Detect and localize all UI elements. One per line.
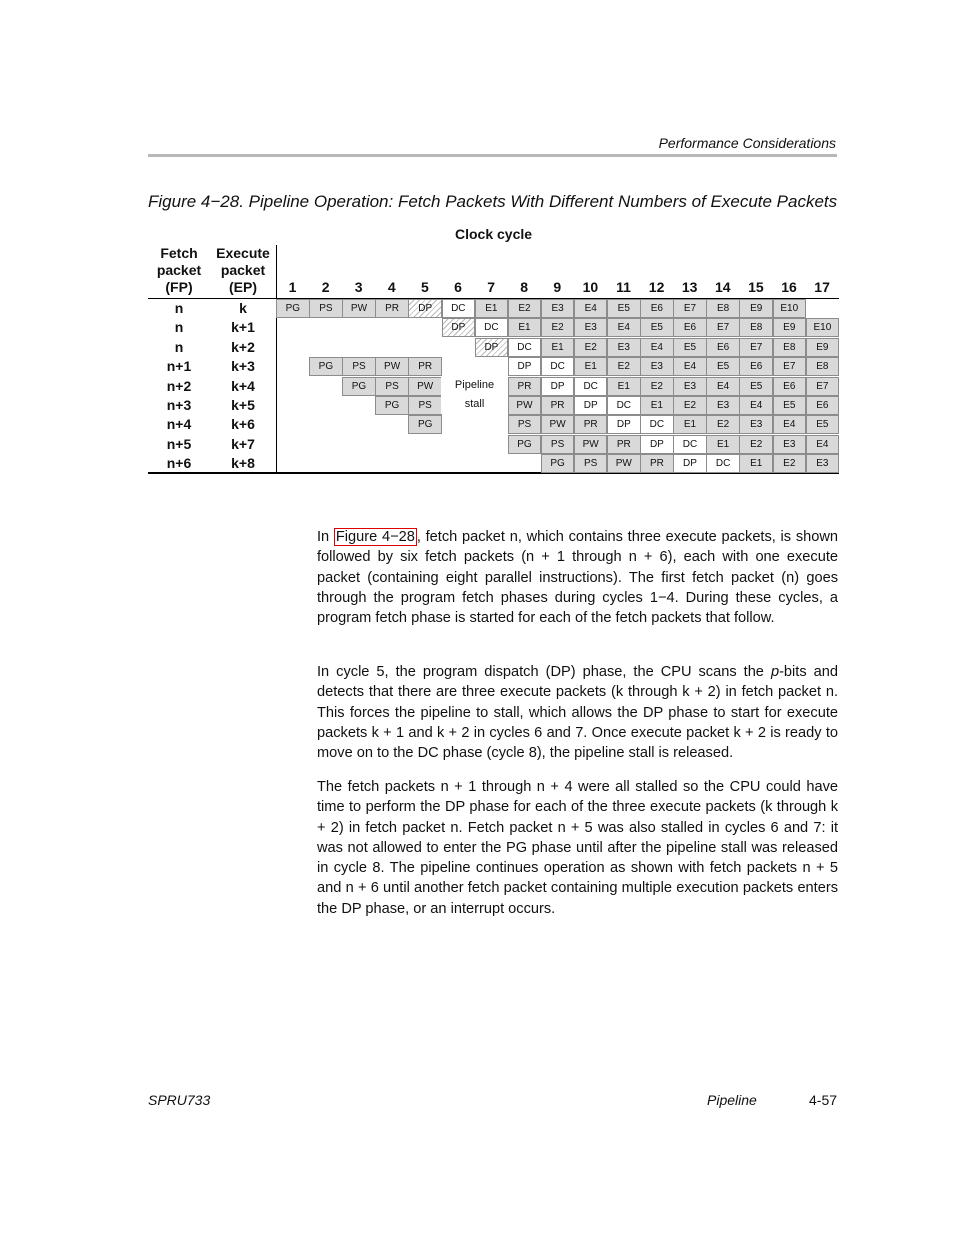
phase-cell: E1 (541, 338, 575, 357)
cycle-number: 4 (387, 279, 396, 295)
phase-cell: PG (276, 299, 310, 318)
phase-cell: E5 (607, 299, 641, 318)
fp-header-line: Fetch (160, 245, 198, 261)
phase-cell: E4 (739, 396, 773, 415)
phase-cell: DP (508, 357, 542, 376)
phase-cell: E3 (673, 377, 707, 396)
fp-label: n+5 (166, 435, 192, 452)
phase-cell: E8 (773, 338, 807, 357)
ep-label: k+5 (231, 397, 255, 413)
phase-cell: DP (475, 338, 509, 357)
phase-cell: DC (508, 338, 542, 357)
figure-title: Figure 4−28. Pipeline Operation: Fetch Packets With Different Numbers of Execute Packets (148, 192, 838, 211)
phase-cell: E4 (706, 377, 740, 396)
phase-cell: E5 (673, 338, 707, 357)
phase-cell: DP (574, 396, 608, 415)
cycle-number: 16 (781, 279, 797, 295)
phase-cell: E5 (739, 377, 773, 396)
phase-cell: PS (574, 454, 608, 473)
cycle-number: 6 (454, 279, 462, 295)
phase-cell: E1 (640, 396, 674, 415)
cycle-number: 1 (288, 279, 297, 295)
phase-cell: E5 (806, 415, 840, 434)
phase-cell: E1 (508, 318, 542, 337)
phase-cell: E2 (640, 377, 674, 396)
phase-cell: PS (408, 396, 442, 415)
fp-label: n+1 (166, 358, 192, 375)
phase-cell: E4 (773, 415, 807, 434)
phase-cell: PG (375, 396, 409, 415)
phase-cell: PR (375, 299, 409, 318)
ep-column-header (212, 245, 274, 296)
cycle-number: 8 (520, 279, 529, 295)
paragraph-1 (317, 527, 838, 628)
phase-cell: PG (342, 377, 376, 396)
phase-cell: E1 (739, 454, 773, 473)
ep-header-line: packet (220, 262, 266, 278)
paragraph-2 (317, 662, 838, 763)
phase-cell: E7 (706, 318, 740, 337)
phase-cell: E2 (773, 454, 807, 473)
phase-cell: E7 (773, 357, 807, 376)
phase-cell: E2 (607, 357, 641, 376)
phase-cell: PW (375, 357, 409, 376)
ep-header-line: Execute (216, 245, 270, 261)
ep-label: k+8 (231, 455, 255, 472)
phase-cell: E10 (773, 299, 807, 318)
cycle-number: 14 (715, 279, 731, 295)
phase-cell: E1 (607, 377, 641, 396)
ep-header-line: (EP) (229, 279, 257, 295)
cycle-number: 5 (420, 279, 429, 295)
phase-cell: E3 (541, 299, 575, 318)
phase-cell: PW (408, 377, 442, 396)
fp-label: n+6 (166, 455, 192, 472)
phase-cell: E6 (640, 299, 674, 318)
phase-cell: DP (607, 415, 641, 434)
footer-doc-id: SPRU733 (148, 1092, 211, 1108)
phase-cell: DP (541, 377, 575, 396)
phase-cell: E4 (640, 338, 674, 357)
phase-cell: PR (607, 435, 641, 454)
phase-cell: E8 (706, 299, 740, 318)
figure-link[interactable]: Figure 4−28 (335, 529, 415, 545)
phase-cell: PR (408, 357, 442, 376)
phase-cell: E2 (574, 338, 608, 357)
phase-cell: PG (309, 357, 343, 376)
phase-cell: PR (640, 454, 674, 473)
phase-cell: DC (442, 299, 476, 318)
clock-cycle-label: Clock cycle (455, 226, 533, 242)
phase-cell: PR (508, 377, 542, 396)
phase-cell: PS (342, 357, 376, 376)
phase-cell: E8 (806, 357, 840, 376)
phase-cell: PS (508, 415, 542, 434)
cycle-number: 10 (582, 279, 599, 295)
phase-cell: PG (541, 454, 575, 473)
phase-cell: E9 (773, 318, 807, 337)
fp-label: n (174, 319, 184, 336)
phase-cell: DC (574, 377, 608, 396)
phase-cell: DP (442, 318, 476, 337)
phase-cell: E4 (673, 357, 707, 376)
p1-post: , fetch packet n, which contains three execute packets, is shown followed by six fetch packets (n + 1 through n + 6), each with one execute packet (containing eight parallel instructions). The first fetch packet (n) goes through the program fetch phases during cycles 1−4. During these cycles, a program fetch phase is started for each of the fetch packets that follow. (317, 529, 838, 627)
cycle-number: 7 (487, 279, 495, 295)
running-head: Performance Considerations (658, 135, 836, 151)
fp-header-line: packet (156, 262, 202, 278)
cycle-number: 11 (616, 279, 631, 295)
phase-cell: DC (607, 396, 641, 415)
cycle-number: 13 (681, 279, 698, 295)
phase-cell: E3 (574, 318, 608, 337)
phase-cell: E4 (607, 318, 641, 337)
fp-label: n+2 (166, 377, 192, 394)
phase-cell: E10 (806, 318, 840, 337)
phase-cell: PW (508, 396, 542, 415)
ep-label: k+3 (231, 358, 255, 375)
phase-cell: DC (475, 318, 509, 337)
phase-cell: E6 (739, 357, 773, 376)
ep-label: k+4 (231, 377, 255, 394)
ep-label: k+2 (231, 338, 255, 355)
phase-cell: E6 (806, 396, 840, 415)
phase-cell: E1 (574, 357, 608, 376)
footer-page-number: 4-57 (809, 1092, 838, 1108)
phase-cell: E1 (673, 415, 707, 434)
phase-cell: PW (574, 435, 608, 454)
phase-cell: E5 (640, 318, 674, 337)
phase-cell: PS (309, 299, 343, 318)
phase-cell: DC (706, 454, 740, 473)
paragraph-3: The fetch packets n + 1 through n + 4 were all stalled so the CPU could have time to perform the DP phase for each of the three execute packets (k through k + 2) in fetch packet n. Fetch packet n + 5 was also stalled in cycles 6 and 7: it was not allowed to enter the PG phase until after the pipeline stall was released in cycle 8. The pipeline continues operation as shown with fetch packets n + 5 and n + 6 until another fetch packet containing multiple execution packets enters the DP phase, or an interrupt occurs. (317, 779, 838, 917)
phase-cell: E2 (739, 435, 773, 454)
phase-cell: E2 (706, 415, 740, 434)
p2-post: -bits and detects that there are three execute packets (k through k + 2) in fetch packet n. This forces the pipeline to stall, which allows the DP phase to start for execute packets k + 1 and k + 2 in cycles 6 and 7. Once execute packet k + 2 is ready to move on to the DC phase (cycle 8), the pipeline stall is released. (317, 664, 838, 762)
ep-label: k+7 (231, 435, 255, 452)
stall-line: Pipeline (454, 379, 495, 391)
phase-cell: E6 (773, 377, 807, 396)
phase-cell: E5 (706, 357, 740, 376)
cycle-number: 15 (748, 279, 764, 295)
phase-cell: DC (640, 415, 674, 434)
cycle-number: 3 (354, 279, 363, 295)
phase-cell: E1 (706, 435, 740, 454)
grid-divider (276, 245, 277, 473)
fp-label: n+4 (166, 416, 192, 433)
phase-cell: PW (541, 415, 575, 434)
header-rule (148, 154, 837, 157)
phase-cell: E3 (706, 396, 740, 415)
phase-cell: E7 (673, 299, 707, 318)
phase-cell: PG (508, 435, 542, 454)
p1-pre: In (317, 529, 334, 545)
phase-cell: E5 (773, 396, 807, 415)
phase-cell: E6 (706, 338, 740, 357)
pipeline-stall-note (441, 376, 508, 414)
fp-header-line: (FP) (165, 279, 193, 295)
fp-column-header (148, 245, 210, 296)
phase-cell: PS (541, 435, 575, 454)
phase-cell: PR (541, 396, 575, 415)
phase-cell: E3 (806, 454, 840, 473)
phase-cell: DP (673, 454, 707, 473)
ep-label: k+6 (231, 416, 255, 433)
phase-cell: E1 (475, 299, 509, 318)
phase-cell: PG (408, 415, 442, 434)
cycle-number: 2 (321, 279, 330, 295)
cycle-number: 12 (648, 279, 665, 295)
phase-cell: PS (375, 377, 409, 396)
phase-cell: E9 (739, 299, 773, 318)
footer-chapter: Pipeline (707, 1092, 757, 1108)
p2-pre: In cycle 5, the program dispatch (DP) phase, the CPU scans the (317, 664, 771, 680)
phase-cell: E6 (673, 318, 707, 337)
phase-cell: PR (574, 415, 608, 434)
phase-cell: DP (408, 299, 442, 318)
phase-cell: PW (342, 299, 376, 318)
phase-cell: E2 (673, 396, 707, 415)
fp-label: n (174, 300, 184, 316)
phase-cell: PW (607, 454, 641, 473)
fp-label: n+3 (166, 397, 192, 413)
phase-cell: E4 (806, 435, 840, 454)
phase-cell: E9 (806, 338, 840, 357)
phase-cell: DC (541, 357, 575, 376)
phase-cell: E7 (806, 377, 840, 396)
phase-cell: E4 (574, 299, 608, 318)
fp-label: n (174, 338, 184, 355)
phase-cell: DC (673, 435, 707, 454)
cycle-number: 9 (553, 279, 562, 295)
phase-cell: E3 (773, 435, 807, 454)
ep-label: k+1 (231, 319, 255, 336)
phase-cell: E3 (739, 415, 773, 434)
phase-cell: E2 (541, 318, 575, 337)
phase-cell: E3 (607, 338, 641, 357)
p2-em: p (770, 664, 780, 680)
phase-cell: DP (640, 435, 674, 454)
phase-cell: E2 (508, 299, 542, 318)
phase-cell: E7 (739, 338, 773, 357)
ep-label: k (239, 300, 247, 316)
phase-cell: E8 (739, 318, 773, 337)
cycle-number: 17 (814, 279, 830, 295)
phase-cell: E3 (640, 357, 674, 376)
stall-line: stall (464, 398, 485, 410)
